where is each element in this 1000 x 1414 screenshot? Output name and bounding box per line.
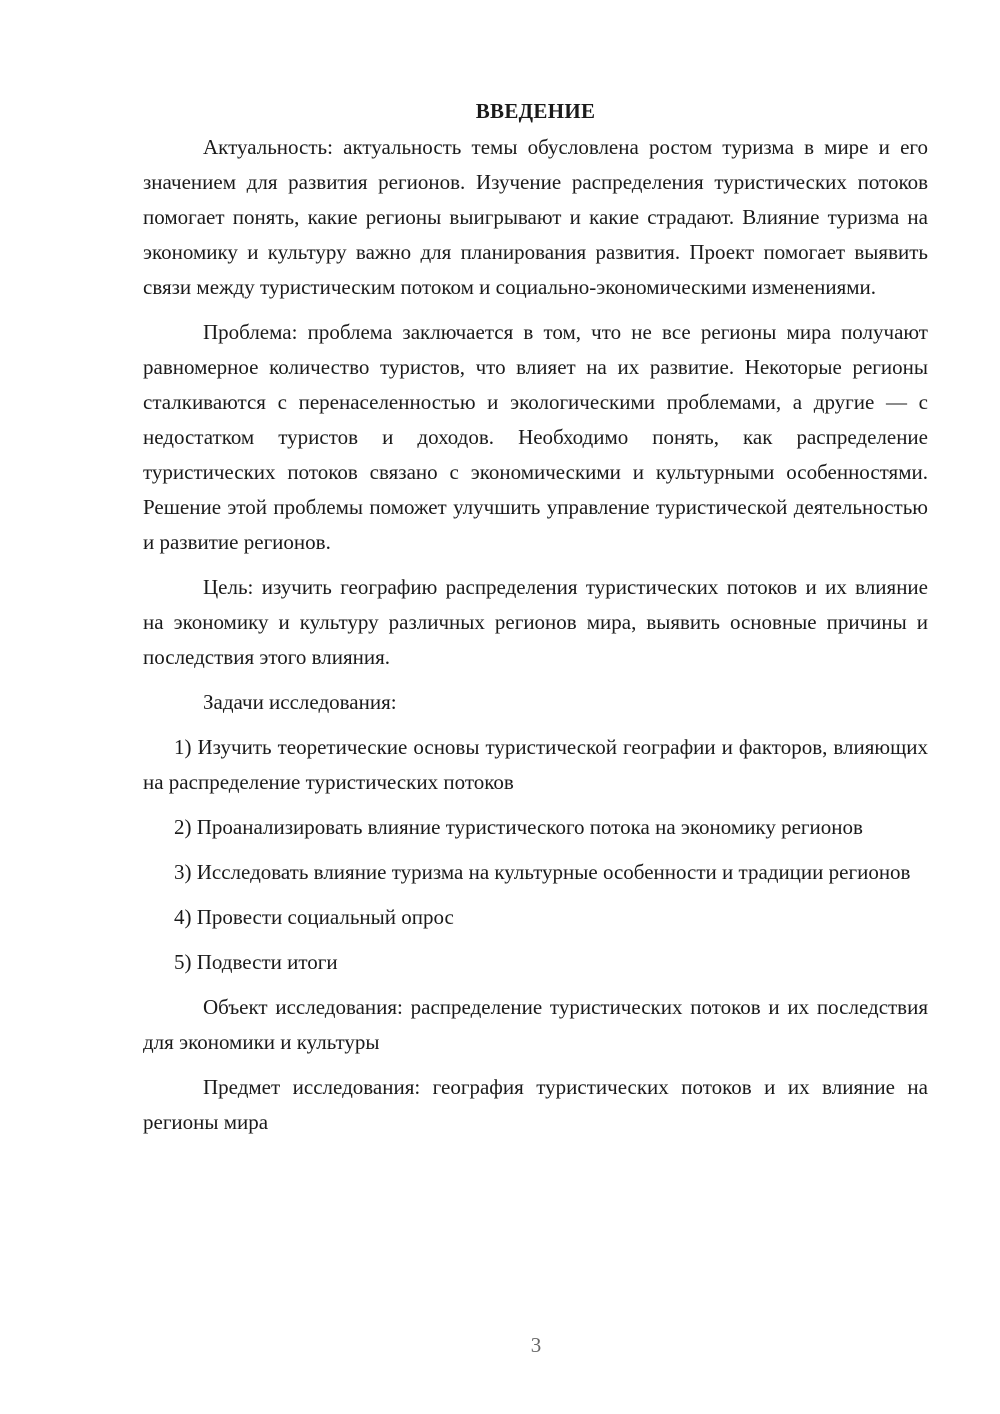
page-number: 3: [530, 1333, 542, 1357]
paragraph-relevance: Актуальность: актуальность темы обусловлена ростом туризма в мире и его значением для развития регионов. Изучение распределения туристических потоков помогает понять, какие регионы выигрывают и какие страдают. Влияние туризма на экономику и культуру важно для планирования развития. Проект помогает выявить связи между туристическим потоком и социально-экономическими изменениями.: [143, 135, 928, 299]
paragraph-problem: Проблема: проблема заключается в том, что не все регионы мира получают равномерное количество туристов, что влияет на их развитие. Некоторые регионы сталкиваются с перенаселенностью и экологическими проблемами, а другие — с недостатком туристов и доходов. Необходимо понять, как распределение туристических потоков связано с экономическими и культурными особенностями. Решение этой проблемы поможет улучшить управление туристической деятельностью и развитие регионов.: [143, 320, 928, 554]
tasks-heading: Задачи исследования:: [203, 690, 397, 714]
paragraph-object: Объект исследования: распределение туристических потоков и их последствия для экономики и культуры: [143, 995, 928, 1054]
task-item-4: 4) Провести социальный опрос: [174, 905, 454, 929]
paragraph-subject: Предмет исследования: география туристических потоков и их влияние на регионы мира: [143, 1075, 928, 1134]
task-item-3: 3) Исследовать влияние туризма на культурные особенности и традиции регионов: [174, 860, 911, 884]
paragraph-goal: Цель: изучить географию распределения туристических потоков и их влияние на экономику и культуру различных регионов мира, выявить основные причины и последствия этого влияния.: [143, 575, 928, 669]
section-title: ВВЕДЕНИЕ: [475, 99, 596, 123]
page-content: [143, 96, 928, 1150]
task-item-2: 2) Проанализировать влияние туристического потока на экономику регионов: [174, 815, 863, 839]
task-item-5: 5) Подвести итоги: [174, 950, 338, 974]
task-item-1: 1) Изучить теоретические основы туристической географии и факторов, влияющих на распределение туристических потоков: [143, 735, 928, 794]
